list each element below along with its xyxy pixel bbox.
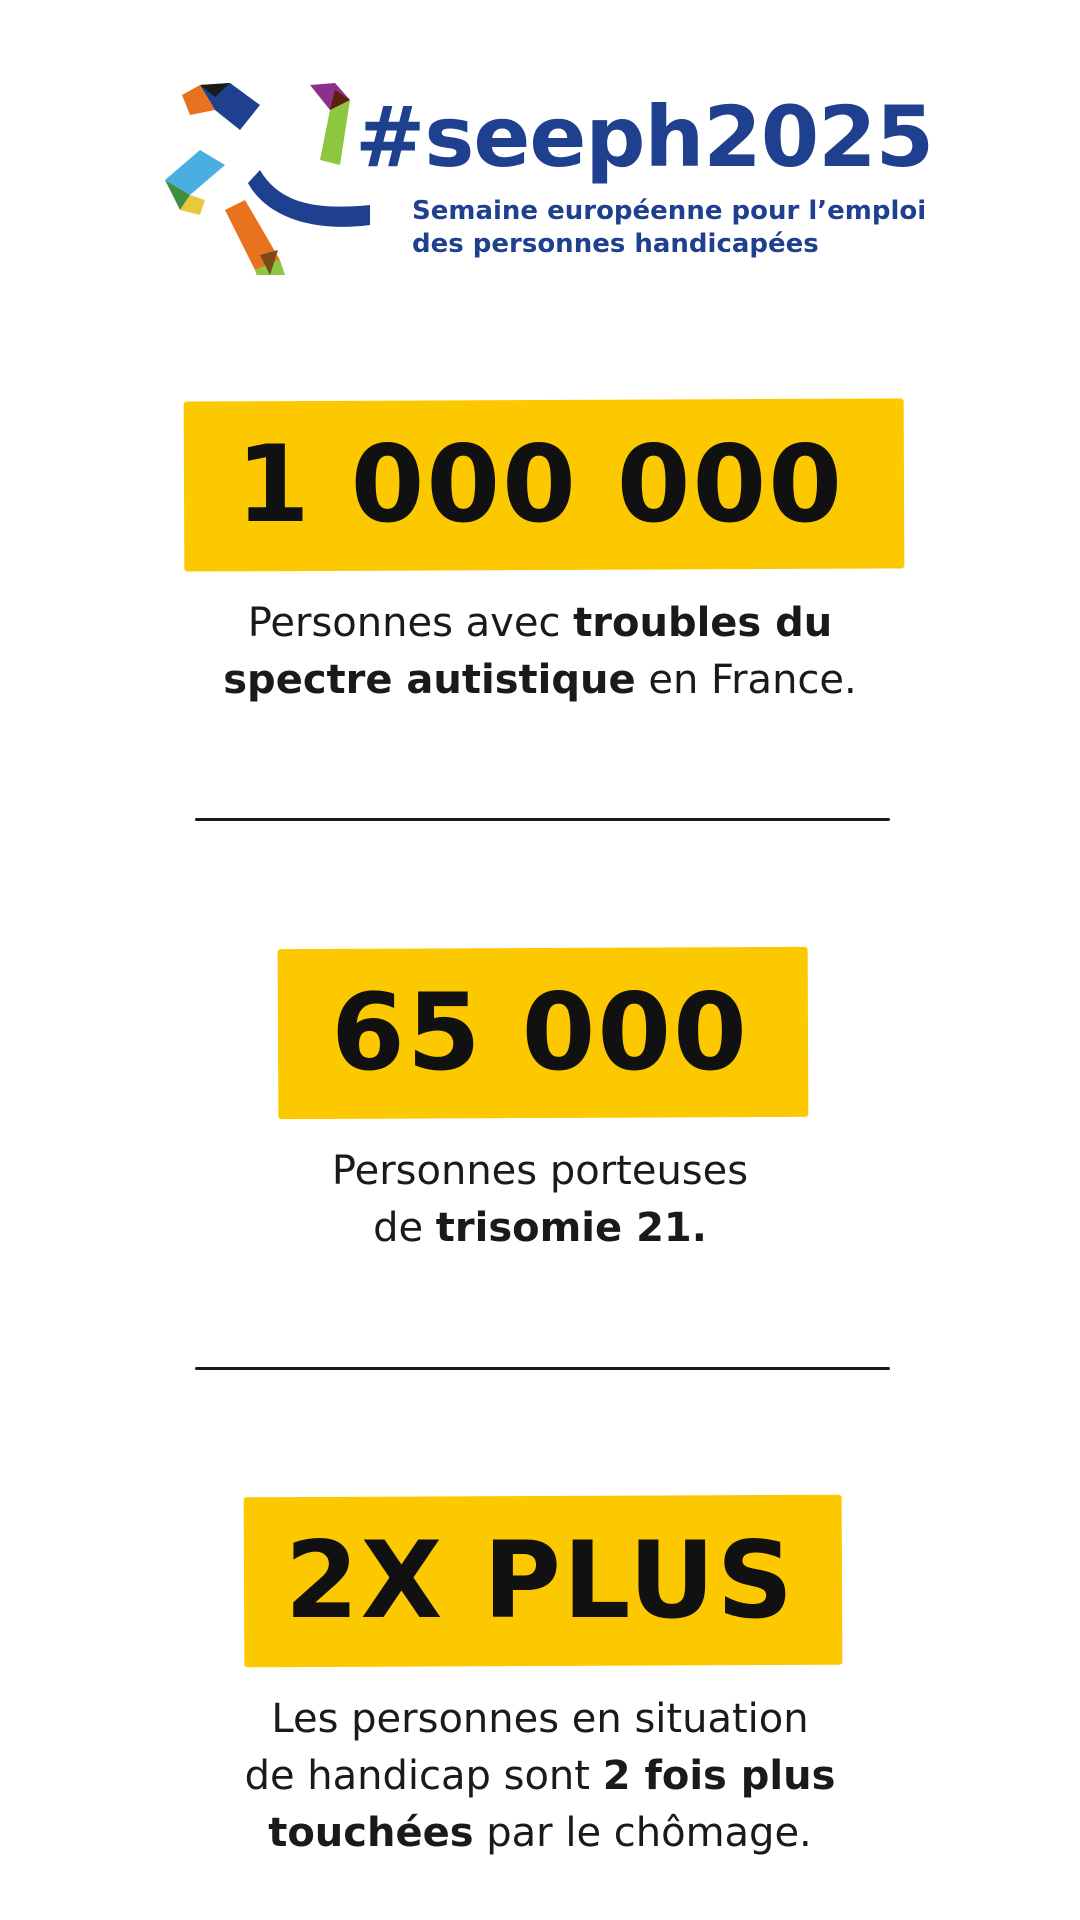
- seeph-logo: [160, 75, 940, 275]
- description-line-1: Les personnes en situation: [271, 1696, 809, 1742]
- hashtag-title: #seeph2025: [355, 88, 934, 186]
- tagline-line-1: Semaine européenne pour l’emploi: [412, 196, 927, 226]
- description-line-3: touchées par le chômage.: [268, 1810, 812, 1856]
- description-line-1: Personnes avec troubles du: [247, 600, 833, 646]
- stat-number: 1 000 000: [235, 423, 845, 546]
- logo-tagline: [412, 195, 926, 261]
- tagline-line-2: des personnes handicapées: [412, 229, 819, 259]
- description-line-1: Personnes porteuses: [331, 1148, 749, 1194]
- stat-number: 2X PLUS: [284, 1519, 796, 1642]
- section-divider: [195, 818, 890, 821]
- description-line-2: spectre autistique en France.: [223, 657, 857, 703]
- description-line-2: de handicap sont 2 fois plus: [244, 1753, 836, 1799]
- stat-block-autism: [0, 400, 1080, 730]
- stat-block-trisomy: [0, 948, 1080, 1258]
- section-divider: [195, 1367, 890, 1370]
- stat-description: [0, 1691, 1080, 1862]
- description-line-2: de trisomie 21.: [373, 1205, 707, 1251]
- stat-description: [0, 1143, 1080, 1257]
- stat-block-unemployment: [0, 1496, 1080, 1886]
- stat-description: [0, 595, 1080, 709]
- stat-number: 65 000: [331, 971, 749, 1094]
